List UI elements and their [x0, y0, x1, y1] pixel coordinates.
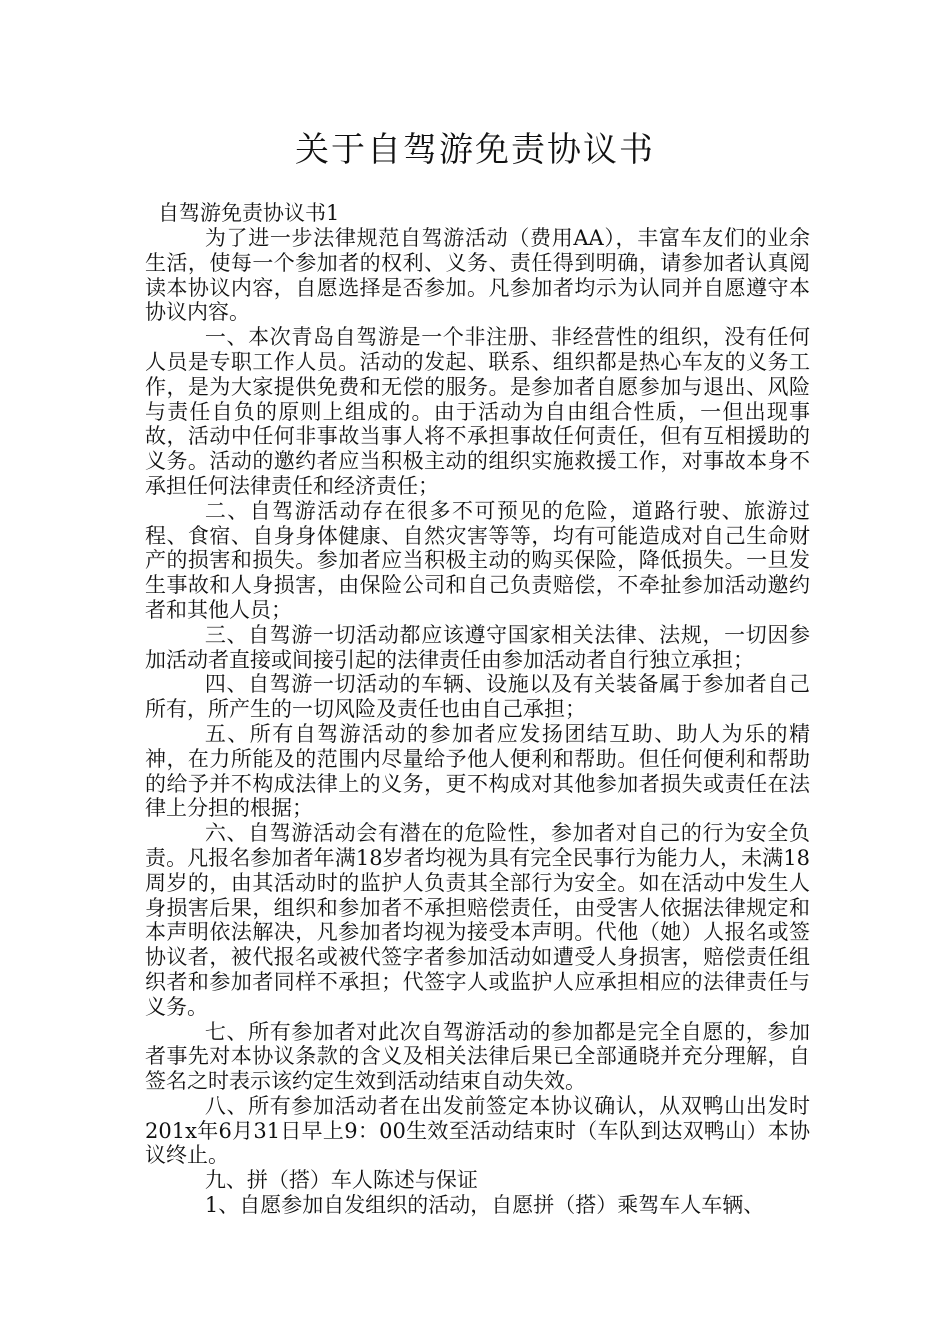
document-body — [145, 226, 810, 1218]
paragraph-clause-8: 八、所有参加活动者在出发前签定本协议确认，从双鸭山出发时201x年6月31日早上9：00生效至活动结束时（车队到达双鸭山）本协议终止。 — [145, 1093, 810, 1168]
paragraph-clause-9-heading: 九、拼（搭）车人陈述与保证 — [204, 1168, 478, 1193]
paragraph-clause-4: 四、自驾游一切活动的车辆、设施以及有关装备属于参加者自己所有，所产生的一切风险及责任也由自己承担； — [145, 672, 810, 722]
paragraph-clause-9-item-1: 1、自愿参加自发组织的活动，自愿拼（搭）乘驾车人车辆、 — [204, 1193, 765, 1218]
paragraph-clause-2: 二、自驾游活动存在很多不可预见的危险，道路行驶、旅游过程、食宿、自身身体健康、自然灾害等等，均有可能造成对自己生命财产的损害和损失。参加者应当积极主动的购买保险，降低损失。一旦发生事故和人身损害，由保险公司和自己负责赔偿，不牵扯参加活动邀约者和其他人员； — [145, 498, 810, 622]
document-subtitle: 自驾游免责协议书1 — [158, 201, 340, 225]
paragraph-clause-5: 五、所有自驾游活动的参加者应发扬团结互助、助人为乐的精神，在力所能及的范围内尽量给予他人便利和帮助。但任何便利和帮助的给予并不构成法律上的义务，更不构成对其他参加者损失或责任在法律上分担的根据； — [145, 721, 810, 821]
paragraph-clause-6: 六、自驾游活动会有潜在的危险性，参加者对自己的行为安全负责。凡报名参加者年满18岁者均视为具有完全民事行为能力人，未满18周岁的，由其活动时的监护人负责其全部行为安全。如在活动中发生人身损害后果，组织和参加者不承担赔偿责任，由受害人依据法律规定和本声明依法解决，凡参加者均视为接受本声明。代他（她）人报名或签协议者，被代报名或被代签字者参加活动如遭受人身损害，赔偿责任组织者和参加者同样不承担；代签字人或监护人应承担相应的法律责任与义务。 — [145, 821, 810, 1019]
paragraph-clause-7: 七、所有参加者对此次自驾游活动的参加都是完全自愿的，参加者事先对本协议条款的含义及相关法律后果已全部通晓并充分理解，自签名之时表示该约定生效到活动结束自动失效。 — [145, 1019, 810, 1094]
paragraph-clause-1: 一、本次青岛自驾游是一个非注册、非经营性的组织，没有任何人员是专职工作人员。活动的发起、联系、组织都是热心车友的义务工作，是为大家提供免费和无偿的服务。是参加者自愿参加与退出、风险与责任自负的原则上组成的。由于活动为自由组合性质，一但出现事故，活动中任何非事故当事人将不承担事故任何责任，但有互相援助的义务。活动的邀约者应当积极主动的组织实施救援工作，对事故本身不承担任何法律责任和经济责任； — [145, 325, 810, 498]
paragraph-intro: 为了进一步法律规范自驾游活动（费用AA），丰富车友们的业余生活，使每一个参加者的权利、义务、责任得到明确，请参加者认真阅读本协议内容，自愿选择是否参加。凡参加者均示为认同并自愿遵守本协议内容。 — [145, 226, 810, 325]
paragraph-clause-3: 三、自驾游一切活动都应该遵守国家相关法律、法规，一切因参加活动者直接或间接引起的法律责任由参加活动者自行独立承担； — [145, 622, 810, 672]
document-title: 关于自驾游免责协议书 — [295, 130, 655, 170]
